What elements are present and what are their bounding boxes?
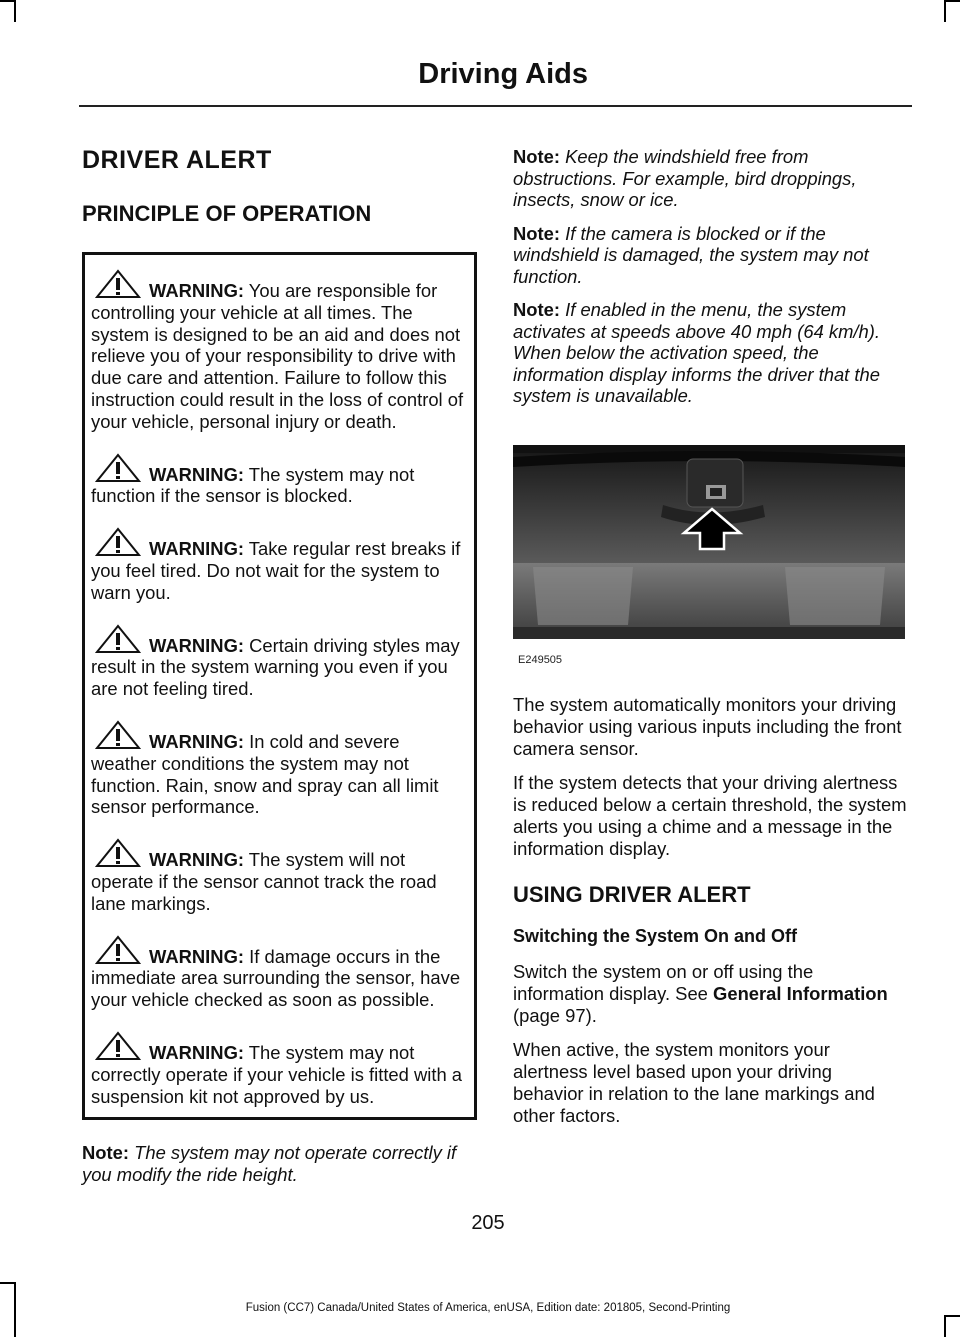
warning-item <box>91 720 466 818</box>
page-header-title: Driving Aids <box>418 58 588 90</box>
warning-label: WARNING: <box>149 463 245 485</box>
warning-triangle-icon <box>95 527 141 557</box>
body-text: (page 97). <box>513 1004 597 1026</box>
body-paragraph <box>513 961 907 1027</box>
warning-triangle-icon <box>95 838 141 868</box>
image-code: E249505 <box>518 653 563 666</box>
warning-label: WARNING: <box>149 538 245 560</box>
warning-item <box>91 269 466 433</box>
warning-label: WARNING: <box>149 1041 245 1063</box>
note-paragraph <box>513 146 907 211</box>
crop-mark <box>14 0 16 22</box>
warning-label: WARNING: <box>149 849 245 871</box>
warning-triangle-icon <box>95 935 141 965</box>
warning-item <box>91 527 466 603</box>
warning-text: Take regular rest breaks if you feel tired. Do not wait for the system to warn you. <box>91 538 461 603</box>
body-text: Switch the system on or off using the information display. See <box>513 960 814 1004</box>
note-text: The system may not operate correctly if you modify the ride height. <box>82 1142 457 1185</box>
warning-triangle-icon <box>95 1031 141 1061</box>
cross-reference-link[interactable]: General Information <box>713 982 888 1004</box>
warning-text: If damage occurs in the immediate area surrounding the sensor, have your vehicle checked as soon as possible. <box>91 945 461 1011</box>
subsection-title: Switching the System On and Off <box>513 925 798 946</box>
subsection-title: PRINCIPLE OF OPERATION <box>82 201 372 226</box>
warning-label: WARNING: <box>149 280 245 301</box>
note-text: If the camera is blocked or if the windshield is damaged, the system may not function. <box>513 222 869 287</box>
crop-mark <box>946 0 960 2</box>
warning-item <box>91 624 466 700</box>
note-label: Note: <box>82 1142 129 1164</box>
warning-text: The system may not function if the sensor is blocked. <box>91 463 415 507</box>
warning-item <box>91 935 466 1011</box>
note-text: Keep the windshield free from obstructions. For example, bird droppings, insects, snow or ice. <box>513 146 857 210</box>
warning-label: WARNING: <box>149 730 245 752</box>
body-paragraph: When active, the system monitors your alertness level based upon your driving behavior in relation to the lane markings and other factors. <box>513 1038 875 1126</box>
warning-text: In cold and severe weather conditions the system may not function. Rain, snow and spray can all limit sensor performance. <box>91 730 439 818</box>
page-number: 205 <box>471 1212 505 1234</box>
body-paragraph: If the system detects that your driving alertness is reduced below a certain threshold, the system alerts you using a chime and a message in the information display. <box>513 771 907 859</box>
warning-item <box>91 453 466 508</box>
footer-text: Fusion (CC7) Canada/United States of America, enUSA, Edition date: 201805, Second-Printing <box>245 1302 731 1314</box>
warning-text: You are responsible for controlling your vehicle at all times. The system is designed to be an aid and does not relieve you of your responsibility to drive with due care and attention. Failure to follow this instruction could result in the loss of control of your vehicle, personal injury or death. <box>91 280 464 432</box>
windshield-camera-photo <box>513 445 905 639</box>
warning-label: WARNING: <box>149 945 245 967</box>
right-column <box>513 146 907 1127</box>
warnings-box <box>82 252 477 1120</box>
crop-mark <box>944 0 946 22</box>
warning-triangle-icon <box>95 453 141 483</box>
warning-triangle-icon <box>95 720 141 750</box>
warning-triangle-icon <box>95 624 141 654</box>
section-title: DRIVER ALERT <box>82 146 272 174</box>
warning-item <box>91 1031 466 1107</box>
header-divider <box>79 105 912 107</box>
warning-triangle-icon <box>95 269 141 299</box>
note-text: If enabled in the menu, the system activates at speeds above 40 mph (64 km/h). When below the activation speed, the information display informs the driver that the system is unavailable. <box>513 299 880 406</box>
section-title: USING DRIVER ALERT <box>513 881 751 907</box>
crop-mark <box>0 0 14 2</box>
note-label: Note: <box>513 146 560 167</box>
crop-mark <box>944 1315 946 1337</box>
crop-mark <box>946 1315 960 1317</box>
note-label: Note: <box>513 299 560 320</box>
note-label: Note: <box>513 222 560 244</box>
warning-text: The system may not correctly operate if your vehicle is fitted with a suspension kit not approved by us. <box>91 1041 463 1107</box>
body-paragraph: The system automatically monitors your driving behavior using various inputs including the front camera sensor. <box>513 693 902 759</box>
note-paragraph <box>513 299 907 407</box>
note-paragraph <box>513 223 907 288</box>
crop-mark <box>0 1282 14 1284</box>
warning-label: WARNING: <box>149 634 245 656</box>
warning-text: The system will not operate if the sensor cannot track the road lane markings. <box>91 849 437 914</box>
warning-text: Certain driving styles may result in the system warning you even if you are not feeling tired. <box>91 634 460 700</box>
warning-item <box>91 838 466 914</box>
note-paragraph <box>82 1142 474 1185</box>
left-column <box>82 146 474 1185</box>
